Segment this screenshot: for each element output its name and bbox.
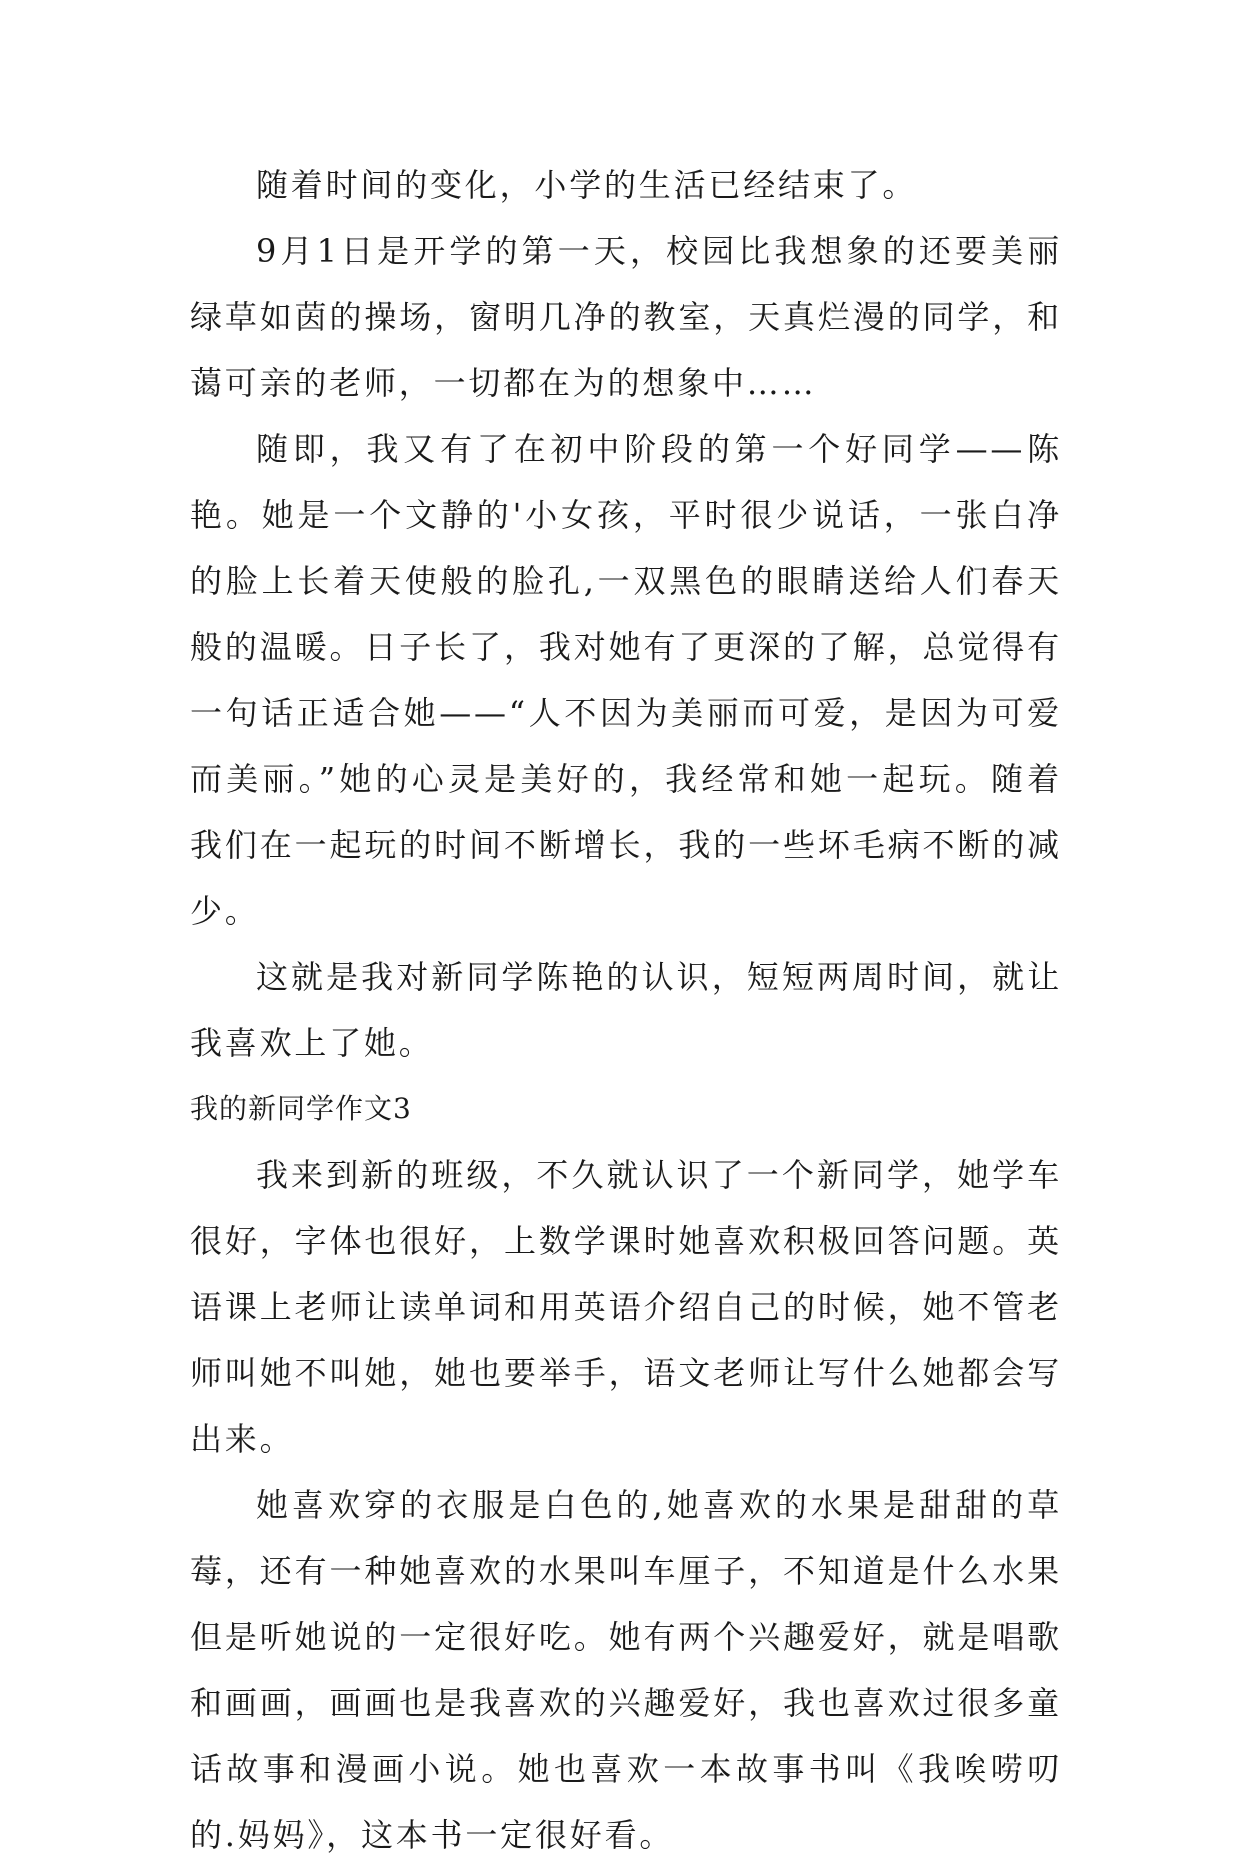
paragraph-first-day: 9月1日是开学的第一天，校园比我想象的还要美丽绿草如茵的操场，窗明几净的教室，天真烂漫的同学，和蔼可亲的老师，一切都在为的想象中……	[190, 232, 1062, 402]
document-body	[190, 152, 1062, 1868]
paragraph-intro: 随着时间的变化，小学的生活已经结束了。	[256, 166, 918, 204]
section-heading: 我的新同学作文3	[190, 1092, 412, 1125]
paragraph-chen-yan: 随即，我又有了在初中阶段的第一个好同学——陈艳。她是一个文静的'小女孩，平时很少说话，一张白净的脸上长着天使般的脸孔,一双黑色的眼睛送给人们春天般的温暖。日子长了，我对她有了更深的了解，总觉得有一句话正适合她——“人不因为美丽而可爱，是因为可爱而美丽。”她的心灵是美好的，我经常和她一起玩。随着我们在一起玩的时间不断增长，我的一些坏毛病不断的减少。	[190, 430, 1062, 930]
paragraph-new-class: 我来到新的班级，不久就认识了一个新同学，她学车很好，字体也很好，上数学课时她喜欢积极回答问题。英语课上老师让读单词和用英语介绍自己的时候，她不管老师叫她不叫她，她也要举手，语文老师让写什么她都会写出来。	[190, 1156, 1062, 1458]
paragraph-likes: 她喜欢穿的衣服是白色的,她喜欢的水果是甜甜的草莓，还有一种她喜欢的水果叫车厘子，不知道是什么水果但是听她说的一定很好吃。她有两个兴趣爱好，就是唱歌和画画，画画也是我喜欢的兴趣爱好，我也喜欢过很多童话故事和漫画小说。她也喜欢一本故事书叫《我唉唠叨的.妈妈》，这本书一定很好看。	[190, 1486, 1062, 1854]
paragraph-conclusion: 这就是我对新同学陈艳的认识，短短两周时间，就让我喜欢上了她。	[190, 958, 1062, 1062]
